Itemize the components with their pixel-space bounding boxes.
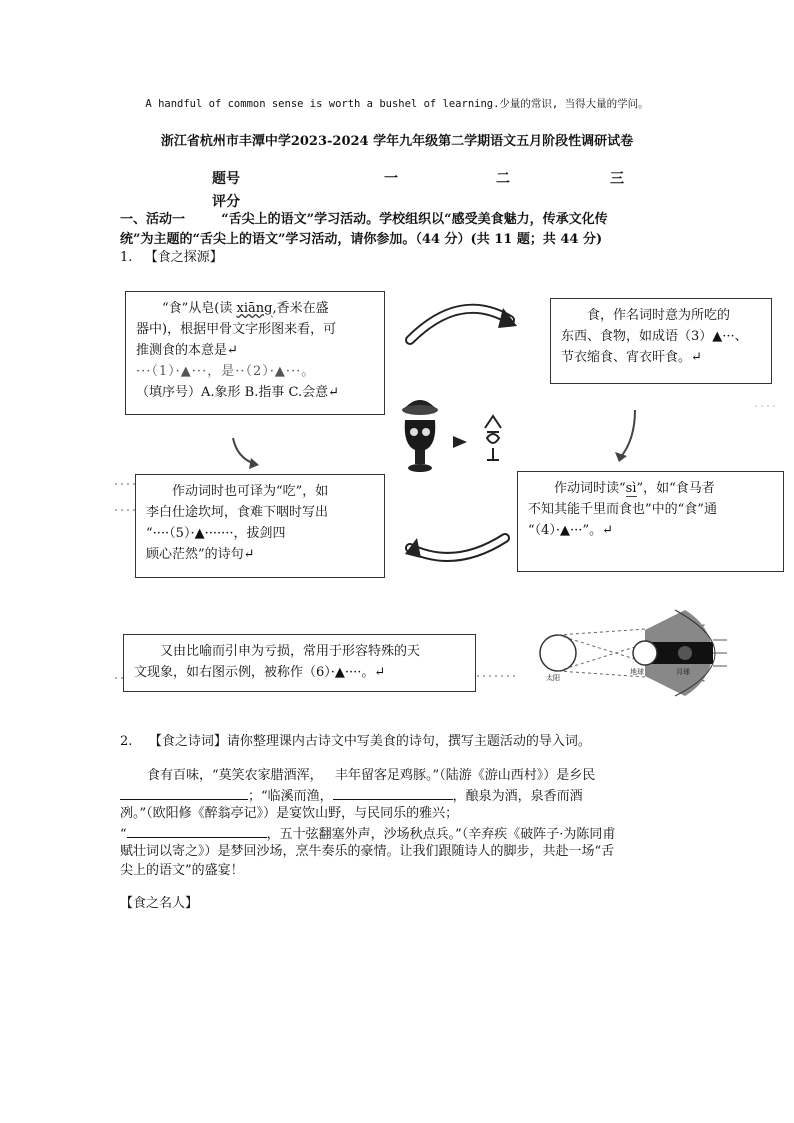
box1-line3: 推测食的本意是↵: [136, 343, 238, 358]
oracle-glyph-icon: [485, 416, 501, 460]
box3-answer-line[interactable]: “····（5）·▲·······，拔剑四: [146, 526, 286, 541]
q2-line3: 冽。”（欧阳修《醉翁亭记》）是宴饮山野，与民同乐的雅兴；: [120, 806, 459, 821]
box3-line1: 作动词时也可译为“吃”，如: [172, 484, 329, 499]
explore-box-3: [135, 474, 385, 578]
arrow-down-right-icon: [615, 410, 635, 462]
box3-line4: 顾心茫然”的诗句↵: [146, 547, 255, 562]
arrow-right-icon: [453, 436, 467, 448]
section1-line2: 统”为主题的“舌尖上的语文”学习活动，请你参加。（44 分）(共 11 题；共 44 分): [120, 232, 603, 247]
arrow-down-left-icon: [233, 438, 259, 469]
q2-line5: 赋壮词以寄之》）是梦回沙场，烹牛奏乐的豪情。让我们跟随诗人的脚步，共赴一场“舌: [120, 844, 615, 859]
q2-label: 2. 【食之诗词】请你整理课内古诗文中写美食的诗句，撰写主题活动的导入词。: [120, 734, 591, 749]
box4-line2: 不知其能千里而食也”中的“食”通: [528, 502, 717, 517]
exam-title: 浙江省杭州市丰潭中学2023-2024 学年九年级第二学期语文五月阶段性调研试卷: [160, 134, 634, 149]
box1-answer-line[interactable]: ···（1）·▲···，是··（2）·▲···。: [136, 364, 316, 379]
eclipse-moon-label: 月球: [676, 668, 690, 676]
arrow-bottom-left-icon: [405, 538, 505, 558]
score-table-col-3: 三: [610, 171, 624, 187]
q2-blank-3[interactable]: [127, 823, 267, 838]
header-quote: A handful of common sense is worth a bushel of learning.少量的常识, 当得大量的学问。: [145, 98, 649, 110]
q2-line6: 尖上的语文”的盛宴！: [120, 863, 244, 878]
score-table-col-2: 二: [496, 171, 510, 187]
score-table-col-1: 一: [384, 171, 398, 187]
box1-line1-a: “食”从皂(读: [162, 301, 237, 316]
q2-blank-1[interactable]: [120, 785, 248, 800]
sun-icon: [540, 635, 576, 671]
box4-line1-b: ”，如“食马者: [636, 481, 715, 496]
eclipse-sun-label: 太阳: [546, 674, 560, 682]
box2-line2[interactable]: 东西、食物，如成语（3）▲···、: [561, 329, 748, 344]
earth-icon: [633, 641, 657, 665]
q2-blank-2[interactable]: [333, 785, 453, 800]
explore-box-1: [125, 291, 385, 415]
box1-line1-b: ,香米在盛: [272, 301, 329, 316]
box2-line3: 节衣缩食、宵衣旰食。↵: [561, 350, 702, 365]
box4-line1-a: 作动词时读“: [554, 481, 626, 496]
q1-label: 1. 【食之探源】: [120, 250, 223, 265]
arrow-top-right-icon: [410, 308, 517, 340]
box5-line1: 又由比喻而引申为亏损，常用于形容特殊的天: [160, 644, 421, 659]
score-table-row2-label: 评分: [212, 194, 240, 210]
box5-answer-line[interactable]: 文现象，如右图示例，被称作（6）·▲····。↵: [134, 665, 386, 680]
food-vessel-icon: [402, 400, 438, 472]
explore-box-5: [123, 634, 476, 692]
score-table-row1-label: 题号: [212, 171, 240, 187]
q2-line1: 食有百味，“莫笑农家腊酒浑， 丰年留客足鸡豚。”（陆游《游山西村》）是乡民: [147, 768, 596, 783]
box4-answer-line[interactable]: “（4）·▲···”。↵: [528, 523, 613, 538]
explore-box-4: [517, 471, 784, 572]
q2-line4-a: “: [120, 827, 127, 842]
explore-box-2: [550, 298, 772, 384]
section1-line1: 一、活动一 “舌尖上的语文”学习活动。学校组织以“感受美食魅力，传承文化传: [120, 212, 608, 227]
q3-label: 【食之名人】: [120, 896, 199, 911]
box1-line2: 器中)，根据甲骨文字形图来看，可: [136, 322, 337, 337]
eclipse-earth-label: 地球: [630, 668, 644, 676]
box1-pinyin: xiāng: [236, 301, 273, 316]
lunar-eclipse-diagram: [540, 610, 727, 696]
box4-pinyin: sì: [625, 481, 637, 496]
q2-line2-b: ；“临溪而渔，: [248, 789, 333, 804]
moon-icon: [678, 646, 692, 660]
q2-line2-c: ，酿泉为酒，泉香而酒: [452, 789, 583, 804]
box1-line5: （填序号）A.象形 B.指事 C.会意↵: [136, 385, 339, 400]
q2-line4-b: ，五十弦翻塞外声，沙场秋点兵。”（辛弃疾《破阵子·为陈同甫: [266, 827, 616, 842]
box2-line1: 食，作名词时意为所吃的: [587, 308, 731, 323]
box3-line2: 李白仕途坎坷，食难下咽时写出: [146, 505, 329, 520]
